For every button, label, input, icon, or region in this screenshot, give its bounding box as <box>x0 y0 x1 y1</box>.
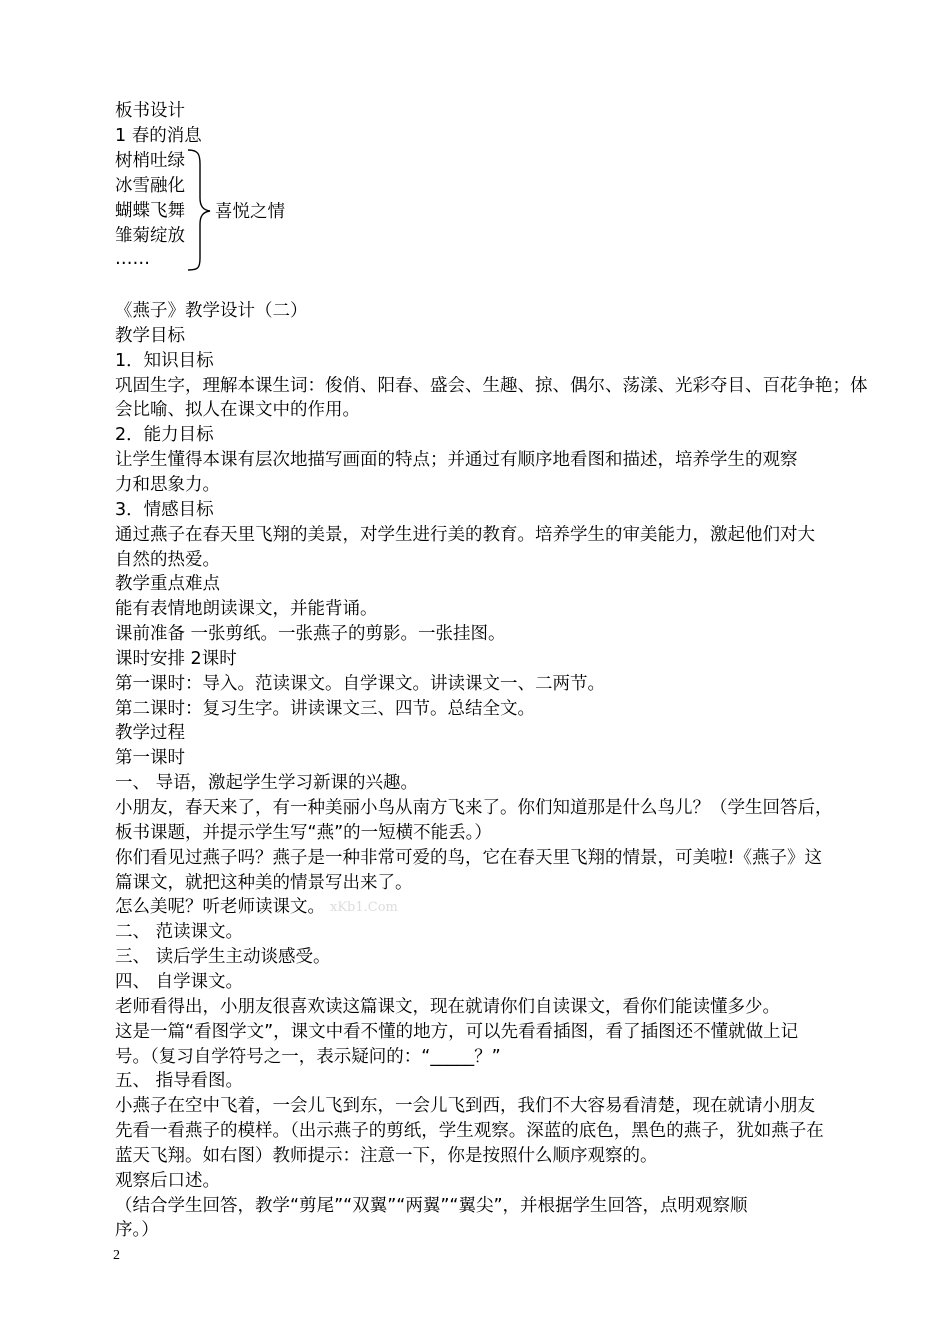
watermark: xKb1.Com <box>330 900 398 915</box>
text-line: 教学目标 <box>115 325 185 346</box>
text-line: 号。（复习自学符号之一，表示疑问的：“_____？” <box>115 1046 501 1067</box>
board-lesson-title: 1 春的消息 <box>115 126 202 146</box>
text-line: 先看一看燕子的模样。（出示燕子的剪纸，学生观察。深蓝的底色，黑色的燕子，犹如燕子在 <box>115 1121 824 1142</box>
curly-brace-icon <box>186 148 212 272</box>
text-line: 板书课题，并提示学生写“燕”的一短横不能丢。） <box>115 822 492 843</box>
board-item: 冰雪融化 <box>115 176 185 196</box>
text-line: 第二课时：复习生字。讲读课文三、四节。总结全文。 <box>115 698 535 719</box>
text-line: 能有表情地朗读课文，并能背诵。 <box>115 599 378 620</box>
text-line: 观察后口述。 <box>115 1170 220 1191</box>
text-line: 2．能力目标 <box>115 425 214 446</box>
text-line: 序。） <box>115 1220 159 1241</box>
board-item: …… <box>115 249 150 269</box>
text-line: 让学生懂得本课有层次地描写画面的特点；并通过有顺序地看图和描述，培养学生的观察 <box>115 450 798 471</box>
text-line: 蓝天飞翔。如右图）教师提示：注意一下，你是按照什么顺序观察的。 <box>115 1145 658 1166</box>
text-line: 第一课时 <box>115 748 185 769</box>
text-line: 四、 自学课文。 <box>115 971 244 992</box>
text-line: 篇课文，就把这种美的情景写出来了。 <box>115 872 413 893</box>
board-summary: 喜悦之情 <box>215 202 285 222</box>
board-heading: 板书设计 <box>115 101 185 121</box>
text-line: 教学重点难点 <box>115 574 220 595</box>
page-number: 2 <box>113 1248 120 1263</box>
text-line: （结合学生回答，教学“剪尾”“双翼”“两翼”“翼尖”，并根据学生回答，点明观察顺 <box>115 1195 748 1216</box>
text-line: 通过燕子在春天里飞翔的美景，对学生进行美的教育。培养学生的审美能力，激起他们对大 <box>115 524 815 545</box>
text-line: 课时安排 2课时 <box>115 648 237 669</box>
text-line: 教学过程 <box>115 723 185 744</box>
text-line: 三、 读后学生主动谈感受。 <box>115 947 331 968</box>
text-line: 第一课时：导入。范读课文。自学课文。讲读课文一、二两节。 <box>115 673 605 694</box>
text-line: 你们看见过燕子吗？燕子是一种非常可爱的鸟，它在春天里飞翔的情景，可美啦!《燕子》这 <box>115 847 823 868</box>
text-line: 会比喻、拟人在课文中的作用。 <box>115 400 360 421</box>
text-line: 五、 指导看图。 <box>115 1071 244 1092</box>
text-line: 小朋友，春天来了，有一种美丽小鸟从南方飞来了。你们知道那是什么鸟儿？（学生回答后， <box>115 798 833 818</box>
text-line: 小燕子在空中飞着，一会儿飞到东，一会儿飞到西，我们不大容易看清楚，现在就请小朋友 <box>115 1096 815 1117</box>
text-line: 老师看得出，小朋友很喜欢读这篇课文，现在就请你们自读课文，看你们能读懂多少。 <box>115 996 780 1017</box>
text-line: 怎么美呢？听老师读课文。 <box>115 897 325 918</box>
text-line: 3．情感目标 <box>115 499 214 520</box>
text-line: 课前准备 一张剪纸。一张燕子的剪影。一张挂图。 <box>115 624 506 645</box>
text-line: 力和思象力。 <box>115 474 220 495</box>
text-line: 二、 范读课文。 <box>115 922 244 943</box>
board-item: 雏菊绽放 <box>115 226 185 246</box>
text-line: 一、 导语，激起学生学习新课的兴趣。 <box>115 773 419 794</box>
text-line: 《燕子》教学设计（二） <box>115 301 308 321</box>
text-line: 巩固生字，理解本课生词：俊俏、阳春、盛会、生趣、掠、偶尔、荡漾、光彩夺目、百花争艳；体 <box>115 375 868 396</box>
text-line: 1．知识目标 <box>115 350 214 371</box>
board-item: 树梢吐绿 <box>115 151 185 171</box>
text-line: 这是一篇“看图学文”，课文中看不懂的地方，可以先看看插图，看了插图还不懂就做上记 <box>115 1021 799 1042</box>
text-line: 自然的热爱。 <box>115 549 220 570</box>
board-item: 蝴蝶飞舞 <box>115 201 185 221</box>
